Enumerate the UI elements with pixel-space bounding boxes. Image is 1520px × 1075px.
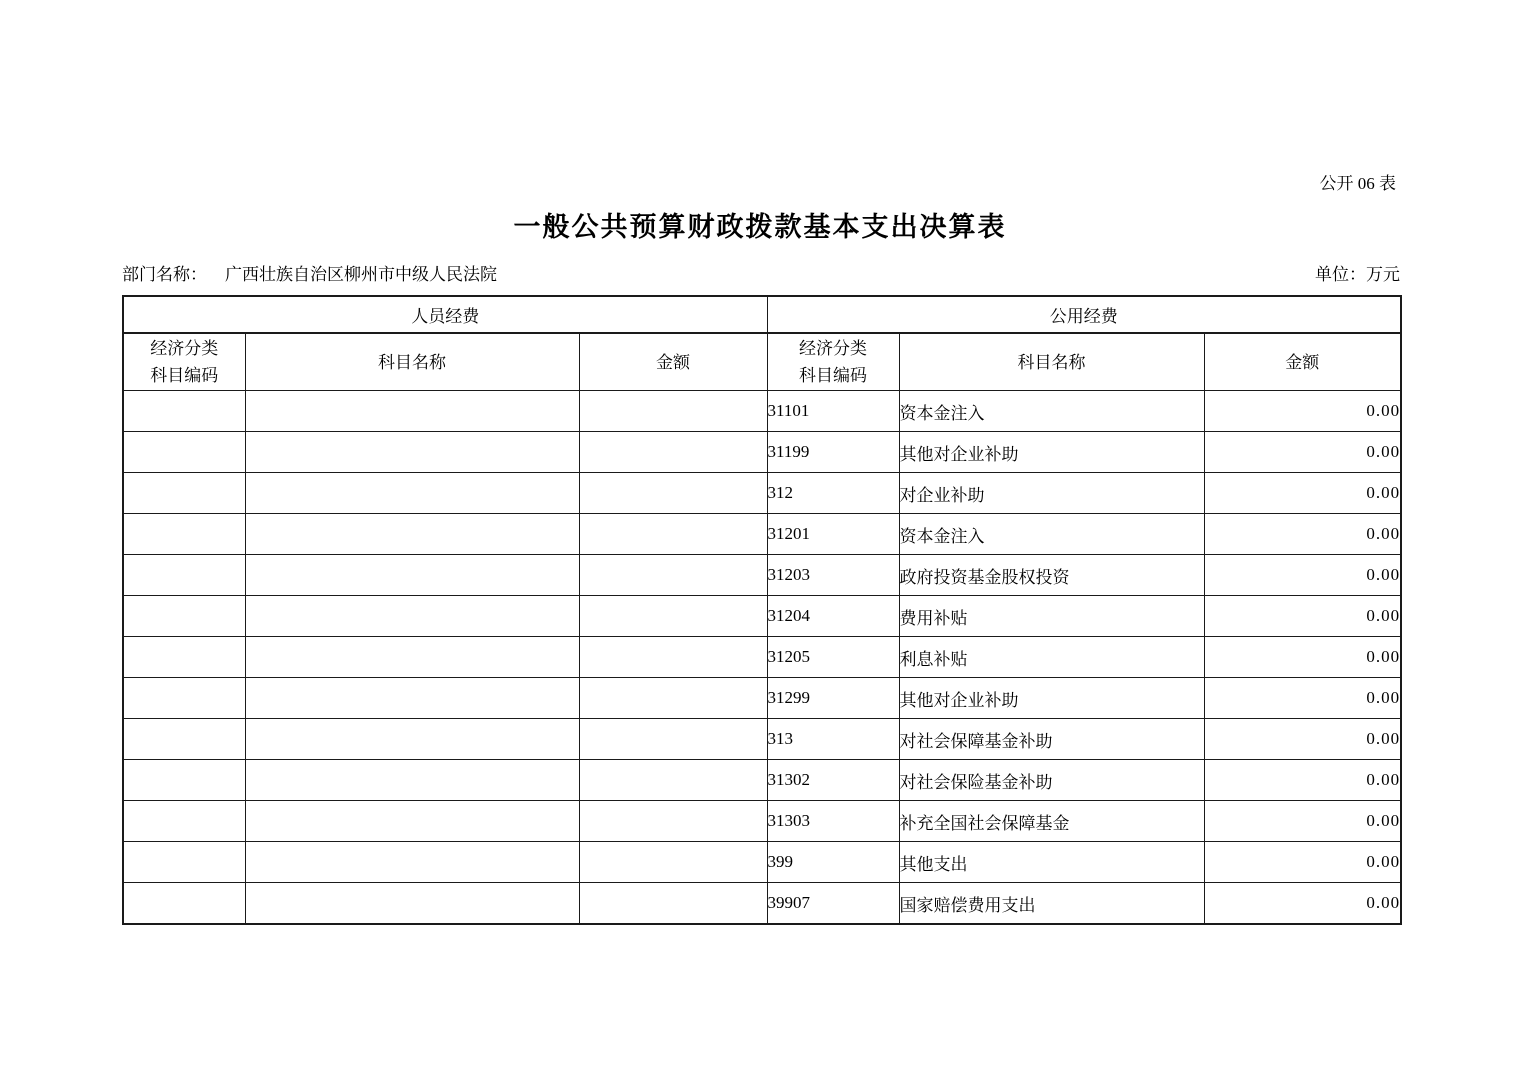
left-code-header-line2: 科目编码: [150, 366, 219, 385]
left-name-cell: [245, 391, 579, 432]
meta-row: [122, 260, 1400, 285]
left-code-cell: [123, 596, 245, 637]
right-amount-cell: 0.00: [1204, 555, 1401, 596]
right-amount-header: 金额: [1204, 333, 1401, 391]
left-name-cell: [245, 801, 579, 842]
right-code-header: [767, 333, 899, 391]
right-name-cell: 利息补贴: [899, 637, 1204, 678]
right-code-cell: 31303: [767, 801, 899, 842]
left-group-header: 人员经费: [123, 296, 767, 333]
left-code-cell: [123, 514, 245, 555]
table-row: [123, 760, 1401, 801]
left-amount-cell: [579, 596, 767, 637]
left-amount-cell: [579, 719, 767, 760]
right-name-cell: 费用补贴: [899, 596, 1204, 637]
right-code-header-line1: 经济分类: [799, 339, 868, 358]
right-amount-cell: 0.00: [1204, 596, 1401, 637]
right-amount-cell: 0.00: [1204, 760, 1401, 801]
left-code-cell: [123, 842, 245, 883]
left-amount-cell: [579, 883, 767, 925]
left-code-cell: [123, 637, 245, 678]
left-code-cell: [123, 678, 245, 719]
department-label: 部门名称：: [122, 265, 207, 284]
left-code-header-line1: 经济分类: [150, 339, 219, 358]
right-amount-cell: 0.00: [1204, 391, 1401, 432]
left-amount-cell: [579, 637, 767, 678]
right-code-cell: 31299: [767, 678, 899, 719]
page-title: 一般公共预算财政拨款基本支出决算表: [513, 212, 1007, 242]
left-code-cell: [123, 883, 245, 925]
left-code-cell: [123, 555, 245, 596]
right-code-cell: 312: [767, 473, 899, 514]
right-code-cell: 31199: [767, 432, 899, 473]
left-amount-cell: [579, 514, 767, 555]
right-code-cell: 313: [767, 719, 899, 760]
left-amount-cell: [579, 555, 767, 596]
unit-label: 单位：万元: [1315, 265, 1400, 284]
right-code-cell: 31203: [767, 555, 899, 596]
right-name-cell: 资本金注入: [899, 514, 1204, 555]
right-name-header: 科目名称: [899, 333, 1204, 391]
right-name-cell: 补充全国社会保障基金: [899, 801, 1204, 842]
right-amount-cell: 0.00: [1204, 432, 1401, 473]
sheet-number-label: 公开 06 表: [1319, 174, 1396, 193]
left-name-cell: [245, 883, 579, 925]
right-name-cell: 资本金注入: [899, 391, 1204, 432]
expenditure-table: [122, 295, 1402, 925]
right-name-cell: 对社会保障基金补助: [899, 719, 1204, 760]
table-body: [123, 391, 1401, 925]
table-row: [123, 555, 1401, 596]
left-code-cell: [123, 760, 245, 801]
left-code-cell: [123, 801, 245, 842]
left-code-cell: [123, 432, 245, 473]
table-row: [123, 391, 1401, 432]
left-amount-cell: [579, 842, 767, 883]
left-code-cell: [123, 391, 245, 432]
left-amount-cell: [579, 473, 767, 514]
left-name-header: 科目名称: [245, 333, 579, 391]
table-row: [123, 801, 1401, 842]
right-amount-cell: 0.00: [1204, 514, 1401, 555]
right-amount-cell: 0.00: [1204, 801, 1401, 842]
right-name-cell: 国家赔偿费用支出: [899, 883, 1204, 925]
right-code-cell: 31205: [767, 637, 899, 678]
left-code-cell: [123, 719, 245, 760]
right-amount-cell: 0.00: [1204, 678, 1401, 719]
right-code-cell: 31101: [767, 391, 899, 432]
right-amount-cell: 0.00: [1204, 842, 1401, 883]
left-name-cell: [245, 637, 579, 678]
right-amount-cell: 0.00: [1204, 637, 1401, 678]
left-name-cell: [245, 678, 579, 719]
left-amount-cell: [579, 432, 767, 473]
left-name-cell: [245, 719, 579, 760]
table-row: [123, 473, 1401, 514]
right-name-cell: 其他支出: [899, 842, 1204, 883]
right-code-cell: 399: [767, 842, 899, 883]
table-row: [123, 719, 1401, 760]
left-name-cell: [245, 760, 579, 801]
left-name-cell: [245, 555, 579, 596]
left-name-cell: [245, 596, 579, 637]
table-row: [123, 596, 1401, 637]
right-code-cell: 31302: [767, 760, 899, 801]
left-name-cell: [245, 473, 579, 514]
right-name-cell: 其他对企业补助: [899, 432, 1204, 473]
right-amount-cell: 0.00: [1204, 473, 1401, 514]
right-amount-cell: 0.00: [1204, 883, 1401, 925]
left-name-cell: [245, 514, 579, 555]
table-row: [123, 637, 1401, 678]
right-name-cell: 对企业补助: [899, 473, 1204, 514]
left-name-cell: [245, 432, 579, 473]
right-amount-cell: 0.00: [1204, 719, 1401, 760]
table-row: [123, 883, 1401, 925]
group-header-row: [123, 296, 1401, 333]
right-code-cell: 31201: [767, 514, 899, 555]
left-amount-cell: [579, 760, 767, 801]
right-name-cell: 对社会保险基金补助: [899, 760, 1204, 801]
table-row: [123, 678, 1401, 719]
right-group-header: 公用经费: [767, 296, 1401, 333]
department-name: 广西壮族自治区柳州市中级人民法院: [225, 265, 497, 284]
right-name-cell: 其他对企业补助: [899, 678, 1204, 719]
department-line: [122, 260, 497, 285]
table-row: [123, 432, 1401, 473]
table-head: [123, 296, 1401, 391]
left-code-cell: [123, 473, 245, 514]
left-amount-cell: [579, 678, 767, 719]
left-name-cell: [245, 842, 579, 883]
right-code-cell: 31204: [767, 596, 899, 637]
column-header-row: [123, 333, 1401, 391]
left-amount-cell: [579, 801, 767, 842]
table-row: [123, 514, 1401, 555]
right-code-header-line2: 科目编码: [799, 366, 868, 385]
right-name-cell: 政府投资基金股权投资: [899, 555, 1204, 596]
left-amount-header: 金额: [579, 333, 767, 391]
right-code-cell: 39907: [767, 883, 899, 925]
left-code-header: [123, 333, 245, 391]
table-row: [123, 842, 1401, 883]
left-amount-cell: [579, 391, 767, 432]
